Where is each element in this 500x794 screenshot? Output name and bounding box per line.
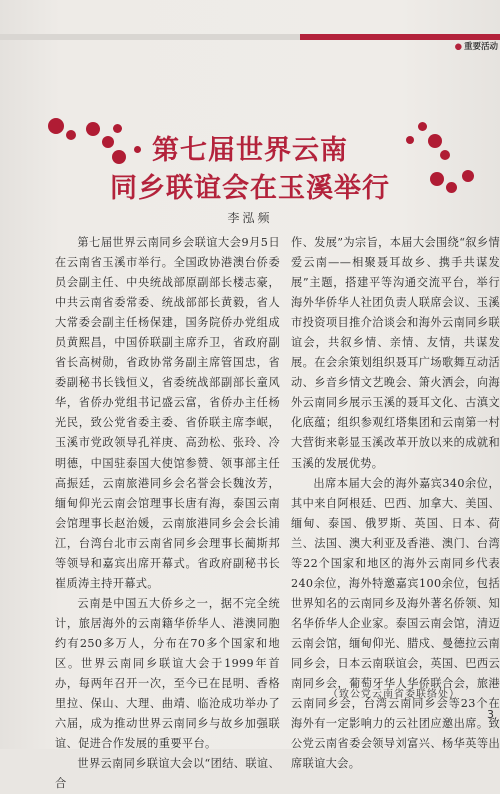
section-label [455, 40, 498, 52]
paragraph: 世界云南同乡联谊大会以“团结、联谊、合 [55, 757, 280, 791]
article-signature: （致公党云南省委联络处） [328, 689, 460, 700]
paragraph: 出席本届大会的海外嘉宾340余位，其中来自阿根廷、巴西、加拿大、美国、缅甸、泰国、俄罗斯、英国、日本、荷兰、法国、澳大利亚及香港、澳门、台湾等22个国家和地区的海外云南同乡代表240余位，海外特邀嘉宾100余位，包括世界知名的云南同乡及海外著名侨领、知名华侨华人企业家。泰国云南会馆，清迈云南会馆，缅甸仰光、腊戍、曼德拉云南同乡会，日本云南联谊会，英国、巴西云南同乡会，葡萄牙华人华侨联合会，旅港云南同乡会，台湾云南同乡会等23个在海外有一定影响力的云社团应邀出席。致公党云南省委会领导刘富兴、杨华英等出席联谊大会。 [291, 476, 500, 771]
header-band-left [0, 34, 300, 40]
article-title-line2: 同乡联谊会在玉溪举行 [110, 173, 390, 204]
paragraph: 云南是中国五大侨乡之一，据不完全统计，旅居海外的云南籍华侨华人、港澳同胞约有250多万人，分布在70多个国家和地区。世界云南同乡联谊大会于1999年首办，每两年召开一次，至今已在昆明、香格里拉、保山、大理、曲靖、临沧成功举办了六届，成为推动世界云南同乡与故乡加强联谊、促进合作发展的重要平台。 [55, 596, 280, 751]
section-label-text: 重要活动 [463, 42, 498, 52]
page-number: 3 [487, 708, 494, 721]
article-title-line1: 第七届世界云南 [152, 135, 348, 166]
paragraph: 第七届世界云南同乡会联谊大会9月5日在云南省玉溪市举行。全国政协港澳台侨委员会副主任、中央统战部原副部长楼志豪，中共云南省委常委、统战部部长黄毅，省人大常委会副主任杨保建，国务院侨办党组成员黄熙昌，中国侨联副主席乔卫，省政府副省长高树勋，省政协常务副主席管国忠，省委副秘书长钱恒义，省委统战部副部长童风华，省侨办党组书记盛云富，省侨办主任杨光民，致公党省委主委、省侨联主席李岷，玉溪市党政领导孔祥庚、高劲松、张玲、冷明德，中国驻泰国大使馆参赞、领事部主任高振廷，云南旅港同乡会名誉会长魏汝芳，缅甸仰光云南会馆理事长唐有海，泰国云南会馆理事长赵治媛，云南旅港同乡会会长浦江，台湾台北市云南省同乡会理事长蔺斯邦等领导和嘉宾出席开幕式。省政府副秘书长崔质涛主持开幕式。 [55, 236, 280, 590]
left-column [55, 233, 280, 794]
article-author: 李泓频 [227, 211, 273, 225]
bullet-icon: ● [454, 42, 462, 52]
paragraph: 作、发展”为宗旨，本届大会围绕“叙乡情 爱云南——相聚聂耳故乡、携手共谋发展”主题，搭建平等沟通交流平台，举行海外华侨华人社团负责人联席会议、玉溪市投资项目推介洽谈会和海外云南同乡联谊会，共叙乡情、亲情、友情，共谋发展。在会余策划组织聂耳广场歌舞互动活动、乡音乡情文艺晚会、箫火洒会，向海外云南同乡展示玉溪的聂耳文化、古滇文化底蕴；组织参观红塔集团和云南第一村大营街来彰显玉溪改革开放以来的成就和玉溪的发展优势。 [291, 236, 500, 470]
